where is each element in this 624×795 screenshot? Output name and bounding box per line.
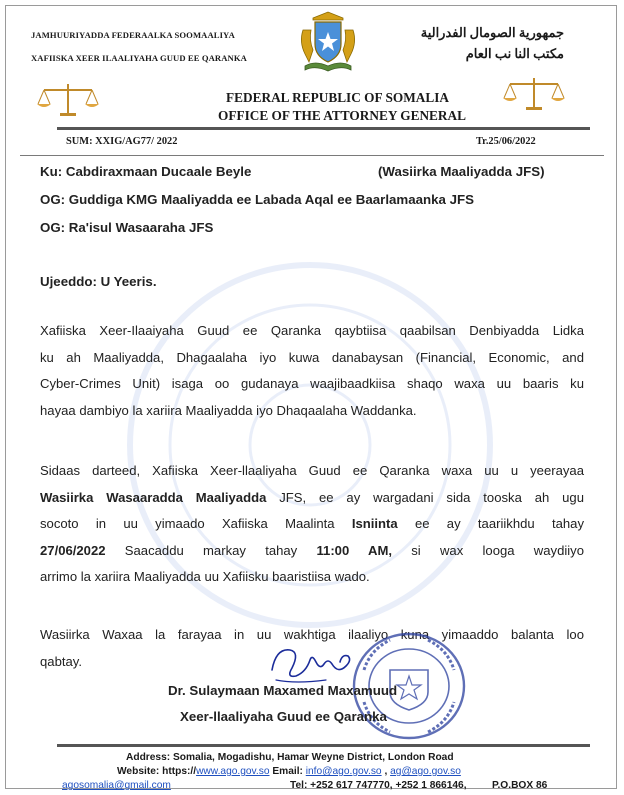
footer-address: Address: Somalia, Mogadishu, Hamar Weyne District, London Road bbox=[126, 752, 454, 763]
paragraph-1-line: Cyber-Crimes Unit) isaga oo gudanaya waajibaadkiisa shaqo waxa uu baaris ku bbox=[40, 376, 584, 391]
signatory-title: Xeer-llaaliyaha Guud ee Qaranka bbox=[180, 709, 387, 724]
header-left-line2: XAFIISKA XEER ILAALIYAHA GUUD EE QARANKA bbox=[31, 53, 247, 63]
signatory-name: Dr. Sulaymaan Maxamed Maxamuud bbox=[168, 683, 398, 698]
addressee-title: (Wasiirka Maaliyadda JFS) bbox=[378, 164, 545, 179]
header-left-line1: JAMHUURIYADDA FEDERAALKA SOOMAALIYA bbox=[31, 30, 235, 40]
paragraph-2-line: Sidaas darteed, Xafiiska Xeer-llaaliyaha Guud ee Qaranka waxa uu u yeerayaa bbox=[40, 463, 584, 478]
header-divider bbox=[57, 127, 590, 130]
cc-line-1: OG: Guddiga KMG Maaliyadda ee Labada Aqal ee Baarlamaanka JFS bbox=[40, 192, 475, 207]
email-link-gmail[interactable]: agosomalia@gmail.com bbox=[62, 780, 171, 791]
meeting-day: Isniinta bbox=[351, 516, 398, 531]
header-right-line1: جمهورية الصومال الفدرالية bbox=[420, 25, 564, 40]
footer-po-box: P.O.BOX 86 bbox=[492, 780, 548, 791]
scales-of-justice-left-icon bbox=[36, 82, 100, 118]
footer-contacts bbox=[117, 766, 461, 777]
ref-divider bbox=[20, 155, 604, 156]
paragraph-2-line bbox=[40, 538, 584, 565]
paragraph-2-line: arrimo la xariira Maaliyadda uu Xafiisku baaristiisa wado. bbox=[40, 569, 370, 584]
coat-of-arms-icon bbox=[295, 10, 361, 74]
paragraph-2-text: Saacaddu markay tahay bbox=[105, 542, 317, 558]
paragraph-1-line: ku ah Maaliyadda, Dhagaalaha iyo kuwa danabaysan (Financial, Economic, and bbox=[40, 349, 584, 365]
paragraph-2-text: socoto in uu yimaado Xafiiska Maalinta bbox=[40, 516, 352, 531]
paragraph-2 bbox=[40, 458, 584, 591]
header-right-line2: مكتب النا نب العام bbox=[465, 46, 564, 61]
paragraph-2-text: si wax looga waydiiyo bbox=[392, 542, 585, 558]
email-link-ag[interactable]: ag@ago.gov.so bbox=[390, 766, 461, 777]
website-label: Website: https:// bbox=[117, 766, 197, 777]
paragraph-3-line: qabtay. bbox=[40, 653, 82, 669]
paragraph-3-line: Wasiirka Waxaa la farayaa in uu wakhtiga ilaaliyo kuna yimaaddo balanta loo bbox=[40, 627, 584, 642]
meeting-date: 27/06/2022 bbox=[40, 542, 106, 558]
paragraph-2-text: JFS, ee ay wargadani sida tooska ah ugu bbox=[266, 489, 584, 505]
footer-phone: Tel: +252 617 747770, +252 1 866146, bbox=[290, 780, 467, 791]
handwritten-signature-icon bbox=[266, 640, 356, 688]
header-title-line1: FEDERAL REPUBLIC OF SOMALIA bbox=[226, 90, 449, 105]
header-title-line2: OFFICE OF THE ATTORNEY GENERAL bbox=[218, 108, 467, 123]
minister-title: Wasiirka Wasaaradda Maaliyadda bbox=[40, 489, 267, 505]
email-label: Email: bbox=[272, 766, 306, 777]
email-separator: , bbox=[381, 766, 391, 777]
reference-number: SUM: XXIG/AG77/ 2022 bbox=[66, 136, 178, 147]
paragraph-1-line: Xafiiska Xeer-Ilaaiyaha Guud ee Qaranka qaybtiisa qaabilsan Denbiyadda Lidka bbox=[40, 323, 584, 338]
footer-gmail bbox=[62, 780, 171, 791]
paragraph-2-line bbox=[40, 511, 584, 538]
footer-divider bbox=[57, 744, 590, 747]
paragraph-1-line: hayaa dambiyo la xariira Maaliyadda iyo Dhaqaalaha Waddanka. bbox=[40, 402, 417, 418]
addressee-to: Ku: Cabdiraxmaan Ducaale Beyle bbox=[40, 164, 252, 179]
email-link-info[interactable]: info@ago.gov.so bbox=[305, 766, 382, 777]
paragraph-2-text: ee ay taariikhdu tahay bbox=[397, 516, 584, 531]
subject-line: Ujeeddo: U Yeeris. bbox=[40, 274, 157, 289]
cc-line-2: OG: Ra'isul Wasaaraha JFS bbox=[40, 220, 214, 235]
scales-of-justice-right-icon bbox=[502, 76, 566, 112]
paragraph-2-line bbox=[40, 485, 584, 512]
meeting-time: 11:00 AM, bbox=[316, 542, 393, 558]
website-link[interactable]: www.ago.gov.so bbox=[196, 766, 270, 777]
letter-date: Tr.25/06/2022 bbox=[476, 136, 536, 147]
paragraph-1 bbox=[40, 318, 584, 424]
